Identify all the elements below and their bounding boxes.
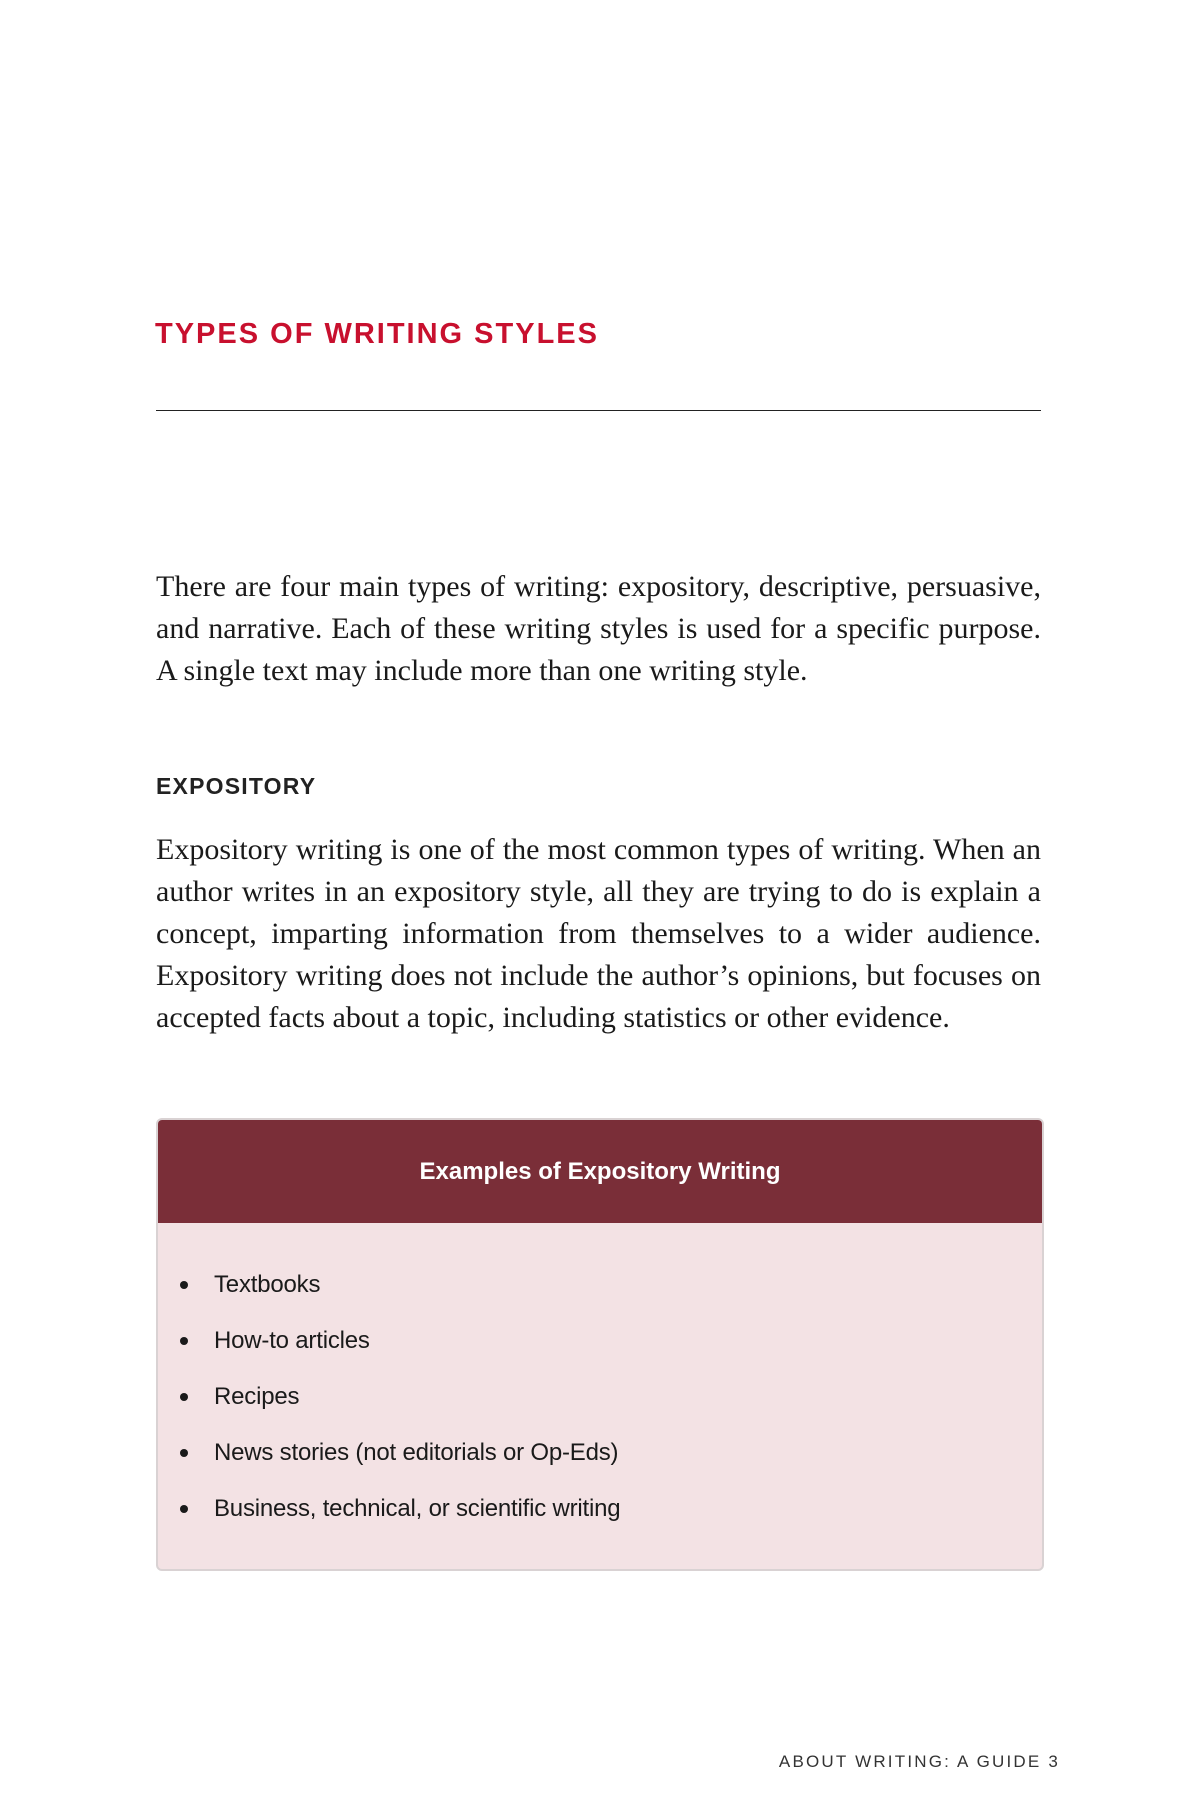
list-item — [158, 1313, 1042, 1369]
intro-paragraph: There are four main types of writing: expository, descriptive, persuasive, and narrative. Each of these writing styles is used for a specific purpose. A single text may include more than one writing style. — [156, 570, 1041, 687]
bullet-icon — [180, 1393, 188, 1401]
examples-callout-title: Examples of Expository Writing — [419, 1157, 781, 1185]
chapter-title: TYPES OF WRITING STYLES — [155, 318, 599, 350]
list-item-text: Recipes — [214, 1383, 300, 1410]
examples-callout-header — [158, 1120, 1042, 1223]
bullet-icon — [180, 1505, 188, 1513]
examples-list — [158, 1223, 1042, 1537]
bullet-icon — [180, 1337, 188, 1345]
list-item-text: News stories (not editorials or Op-Eds) — [214, 1439, 619, 1466]
list-item — [158, 1257, 1042, 1313]
list-item-text: Textbooks — [214, 1271, 321, 1298]
examples-callout-box — [156, 1118, 1044, 1571]
list-item — [158, 1369, 1042, 1425]
title-divider — [156, 410, 1041, 411]
list-item-text: How-to articles — [214, 1327, 370, 1354]
bullet-icon — [180, 1281, 188, 1289]
expository-paragraph: Expository writing is one of the most common types of writing. When an author writes in an expository style, all they are trying to do is explain a concept, imparting information from themselves to a wider audience. Expository writing does not include the author’s opinions, but focuses on accepted facts about a topic, including statistics or other evidence. — [156, 833, 1041, 1034]
page-footer: ABOUT WRITING: A GUIDE 3 — [778, 1752, 1060, 1771]
list-item-text: Business, technical, or scientific writing — [214, 1495, 621, 1522]
list-item — [158, 1425, 1042, 1481]
section-heading-expository: EXPOSITORY — [156, 773, 317, 799]
bullet-icon — [180, 1449, 188, 1457]
list-item — [158, 1481, 1042, 1537]
